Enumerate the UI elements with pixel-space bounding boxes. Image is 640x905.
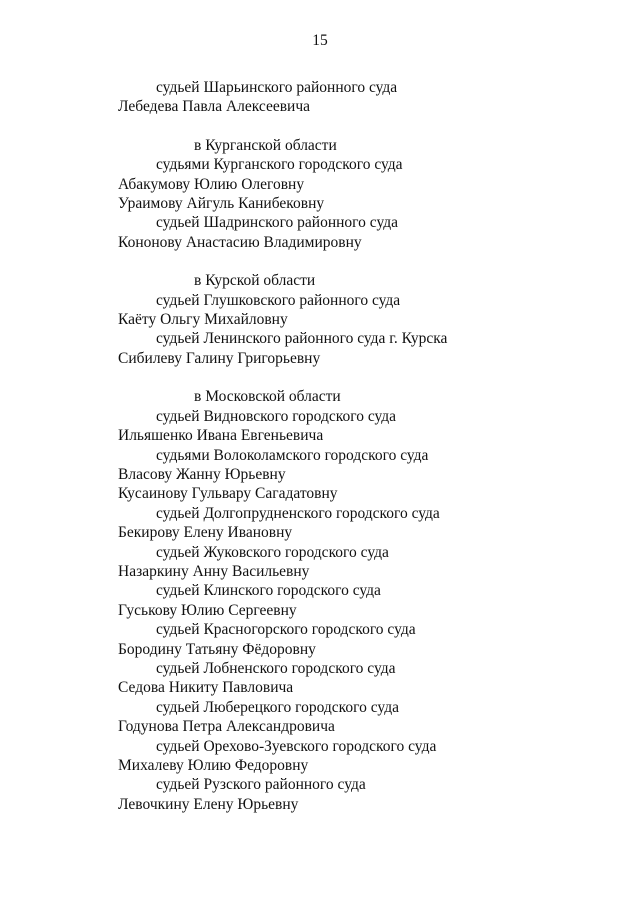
court-line: судьей Лобненского городского суда bbox=[156, 659, 396, 677]
judge-name: Левочкину Елену Юрьевну bbox=[118, 795, 299, 813]
section-kursk-region bbox=[118, 271, 618, 368]
court-line: судьей Долгопрудненского городского суда bbox=[156, 504, 440, 522]
judge-name: Власову Жанну Юрьевну bbox=[118, 465, 286, 483]
court-line: судьей Клинского городского суда bbox=[156, 582, 381, 600]
court-line: судьей Видновского городского суда bbox=[156, 407, 397, 425]
court-line: судьей Рузского районного суда bbox=[156, 776, 366, 794]
section-shrinsky bbox=[118, 78, 618, 117]
judge-name: Седова Никиту Павловича bbox=[118, 679, 294, 697]
judge-name: Ураимову Айгуль Канибековну bbox=[118, 195, 325, 213]
judge-name: Годунова Петра Александровича bbox=[118, 718, 335, 736]
judge-name: Кононову Анастасию Владимировну bbox=[118, 233, 362, 251]
judge-name: Лебедева Павла Алексеевича bbox=[118, 98, 311, 116]
judge-name: Абакумову Юлию Олеговну bbox=[118, 175, 305, 193]
court-line: судьями Волоколамского городского суда bbox=[156, 446, 429, 464]
court-line: судьей Ленинского районного суда г. Курска bbox=[156, 330, 448, 348]
court-line: судьями Курганского городского суда bbox=[156, 156, 403, 174]
document-body bbox=[118, 78, 618, 814]
court-line: судьей Красногорского городского суда bbox=[156, 621, 416, 639]
region-heading: в Курской области bbox=[194, 272, 316, 290]
judge-name: Каёту Ольгу Михайловну bbox=[118, 311, 288, 329]
judge-name: Бородину Татьяну Фёдоровну bbox=[118, 640, 316, 658]
judge-name: Ильяшенко Ивана Евгеньевича bbox=[118, 427, 324, 445]
court-line: судьей Люберецкого городского суда bbox=[156, 698, 399, 716]
page-number: 15 bbox=[312, 32, 328, 49]
court-line: судьей Шадринского районного суда bbox=[156, 214, 398, 232]
section-moscow-region bbox=[118, 387, 618, 814]
judge-name: Кусаинову Гульвару Сагадатовну bbox=[118, 485, 338, 503]
court-line: судьей Глушковского районного суда bbox=[156, 291, 401, 309]
court-line: судьей Шарьинского районного суда bbox=[156, 79, 398, 96]
region-heading: в Курганской области bbox=[194, 136, 337, 154]
court-line: судьей Жуковского городского суда bbox=[156, 543, 389, 561]
region-heading: в Московской области bbox=[194, 388, 341, 406]
section-kurgan-region bbox=[118, 136, 618, 252]
court-line: судьей Орехово-Зуевского городского суда bbox=[156, 737, 437, 755]
judge-name: Михалеву Юлию Федоровну bbox=[118, 757, 309, 774]
judge-name: Гуськову Юлию Сергеевну bbox=[118, 601, 297, 619]
judge-name: Сибилеву Галину Григорьевну bbox=[118, 349, 321, 367]
judge-name: Назаркину Анну Васильевну bbox=[118, 562, 310, 580]
judge-name: Бекирову Елену Ивановну bbox=[118, 524, 293, 542]
